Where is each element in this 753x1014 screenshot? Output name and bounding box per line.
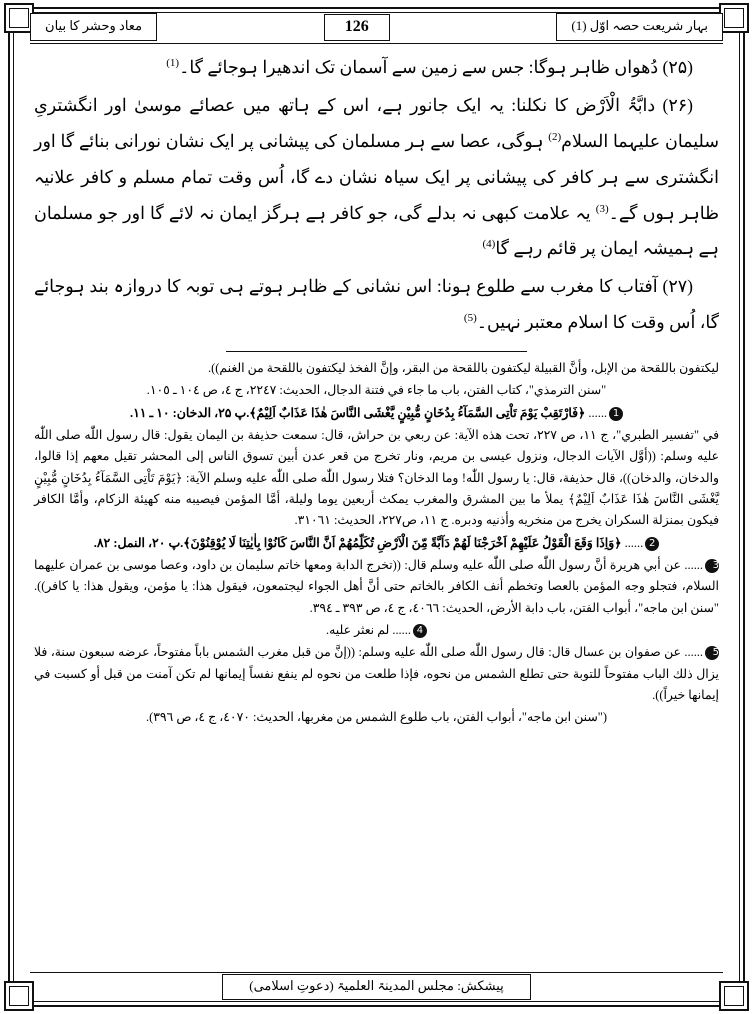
footnote-text: ﴿وَاِذَا وَقَعَ الْقَوْلُ عَلَیْهِمْ اَخْرَجْنَا لَهُمْ دَآبَّةً مِّنَ الْاَرْضِ تُكَلِّمُهُمْ اَنَّ النَّاسَ كَانُوْا بِاٰیٰتِنَا لَا یُوْقِنُوْنَ﴾.پ ۲۰، النمل: ٨٢. (93, 535, 622, 550)
footnote-text: عن صفوان بن عسال قال: قال رسول اللّٰه صلى اللّٰه عليه وسلم: ((إنَّ من قبل مغرب الشمس باباً مفتوحاً، عرضه سبعون سنة، فلا يزال ذلك الباب مفتوحاً للتوبة حتى تطلع الشمس من نحوه، فإذا طلعت من نحوه لم ينفع نفساً إيمانها لم تكن آمنت من قبل أو كسبت في إيمانها خيراً)). (34, 645, 719, 702)
paragraph-27 (34, 269, 719, 341)
footnote-separator (226, 351, 527, 352)
footnote-line (34, 358, 719, 379)
page-number: 126 (324, 14, 390, 41)
paragraph-26-footnote-ref-c: (4) (482, 238, 496, 251)
page-footer (30, 974, 723, 1000)
paragraph-25-footnote-ref: (1) (166, 57, 180, 70)
footnote-text: لیکتفون باللقحة من الإبل، وأنَّ القبيلة ليكتفون باللقحة من البقر، وإنَّ الفخذ ليكتفون باللقحة من الغنم)). (208, 361, 719, 375)
paragraph-26 (34, 88, 719, 267)
header-chapter-title: معاد وحشر کا بیان (30, 13, 157, 41)
footnote-text: عن أبي هريرة أنَّ رسول اللّٰه صلى اللّٰه عليه وسلم قال: ((تخرج الدابة ومعها خاتم سليمان بن داود، وعصا موسى بن عمران عليهما السلام، فتجلو وجه المؤمن بالعصا وتخطم أنف الكافر بالخاتم حتى أنَّ أهل الجواء ليجتمعون، فيقول هذا: يا مؤمن، ويقول هذا: يا كافر)). "سنن ابن ماجه"، أبواب الفتن، باب دابة الأرض، الحديث: ٤٠٦٦، ج ٤، ص ٣٩٣ ـ ٣٩٤. (34, 557, 719, 615)
footnote-dots: ...... (624, 535, 644, 550)
footnote-text: "سنن الترمذي"، كتاب الفتن، باب ما جاء في فتنة الدجال، الحديث: ٢٢٤٧، ج ٤، ص ١٠٤ ـ ١٠٥. (146, 383, 607, 398)
paragraph-25-text: (۲۵) دُھواں ظاہر ہوگا: جس سے زمین سے آسمان تک اندھیرا ہوجائے گا۔ (179, 57, 693, 77)
corner-ornament-bottom-right (719, 981, 749, 1011)
footer-publisher: پیشکش: مجلس المدینۃ العلمیۃ (دعوتِ اسلامی) (222, 974, 530, 1000)
footnote-dots: ...... (684, 645, 703, 660)
footnote-line (34, 555, 719, 619)
footnote-line (34, 425, 719, 532)
footnote-line (34, 403, 719, 424)
header-book-title: بہار شریعت حصہ اوّل (1) (556, 13, 723, 41)
paragraph-27-footnote-ref: (5) (463, 312, 477, 325)
footnote-line (34, 620, 719, 641)
footnote-line (34, 380, 719, 401)
footer-divider (30, 972, 723, 973)
footnote-marker-2: 2 (645, 537, 659, 551)
footnote-marker-3: 3 (705, 559, 719, 573)
footnote-dots: ...... (588, 405, 608, 420)
footnote-marker-1: 1 (609, 407, 623, 421)
paragraph-26-text-c: یہ علامت کبھی نہ بدلے گی، جو کافر ہے ہرگز ایمان نہ لائے گا اور جو مسلمان ہے ہمیشہ ایمان پر قائم رہے گا (34, 202, 719, 259)
page-content (34, 50, 719, 966)
footnote-dots: ...... (684, 557, 703, 572)
footnotes-section (34, 358, 719, 729)
paragraph-26-footnote-ref-a: (2) (548, 130, 562, 143)
footnote-text: في "تفسير الطبري"، ج ١١، ص ٢٢٧، تحت هذه الآية: عن ربعي بن حراش، قال: سمعت حذيفة بن اليمان يقول: قال رسول اللّٰه صلى اللّٰه عليه وسلم: ((أوَّل الآيات الدجال، ونزول عيسى بن مريم، ونار تخرج من قعر عدن أبين تسوق الناس إلى المحشر تقيل معهم إذا قالوا، والدخان، والدخان))، قال حذيفة، قال: يا رسول اللّٰه! وما الدخان؟ فتلا رسول اللّٰه صلى اللّٰه عليه وسلم الآية: ﴿یَوْمَ تَاْتِی السَّمَآءُ بِدُخَانٍ مُّبِیْنٍ یَّغْشَی النَّاسَ هٰذَا عَذَابٌ اَلِیْمٌ﴾ يملأ ما بين المشرق والمغرب يمكث أربعين يوما وليلة، أمَّا المؤمن فيصيبه منه كهيئة الزكام، وأمَّا الكافر فيكون بمنزلة السكران يخرج من منخريه وأذنيه ودبره. ج ١١، ص٢٢٧، الحديث: ٣١٠٦١. (34, 427, 719, 528)
page-header (30, 12, 723, 42)
footnote-text: ("سنن ابن ماجه"، أبواب الفتن، باب طلوع الشمس من مغربها، الحديث: ٤٠٧٠، ج ٤، ص ٣٩٦). (146, 710, 607, 725)
paragraph-26-text-a: (۲۶) دابَّۃُ الْاَرْض کا نکلنا: یہ ایک جانور ہے، اس کے ہاتھ میں عصائے موسیٰ اور انگشتریِ سلیمان علیہما السلام (34, 94, 720, 151)
paragraph-27-text: (۲۷) آفتاب کا مغرب سے طلوع ہونا: اس نشانی کے ظاہر ہوتے ہی توبہ کا دروازہ بند ہوجائے گا، اُس وقت کا اسلام معتبر نہیں۔ (34, 276, 719, 333)
paragraph-25 (34, 50, 719, 86)
footnote-line (34, 533, 719, 554)
footnote-marker-5: 5 (705, 646, 719, 660)
paragraph-26-footnote-ref-b: (3) (595, 202, 609, 215)
footnote-line (34, 707, 719, 728)
footnote-line (34, 642, 719, 706)
paragraph-26-text-b: ہوگی، عصا سے ہر مسلمان کی پیشانی پر ایک نشان نورانی بنائے گا اور انگشتری سے ہر کافر کی پیشانی پر ایک سیاہ نشان دے گا، اُس وقت تمام مسلم و کافر علانیہ ظاہر ہوں گے۔ (34, 130, 720, 223)
footnote-dots: ...... (392, 622, 411, 637)
footnote-text: ﴿فَارْتَقِبْ یَوْمَ تَاْتِی السَّمَآءُ بِدُخَانٍ مُّبِیْنٍ یَّغْشَی النَّاسَ هٰذَا عَذَابٌ اَلِیْمٌ﴾.پ ۲۵، الدخان: ١٠ ـ ١١. (129, 405, 586, 420)
header-divider (30, 43, 723, 44)
footnote-marker-4: 4 (413, 624, 427, 638)
footnote-text: لم نعثر عليه. (326, 622, 390, 637)
corner-ornament-top-right (719, 3, 749, 33)
